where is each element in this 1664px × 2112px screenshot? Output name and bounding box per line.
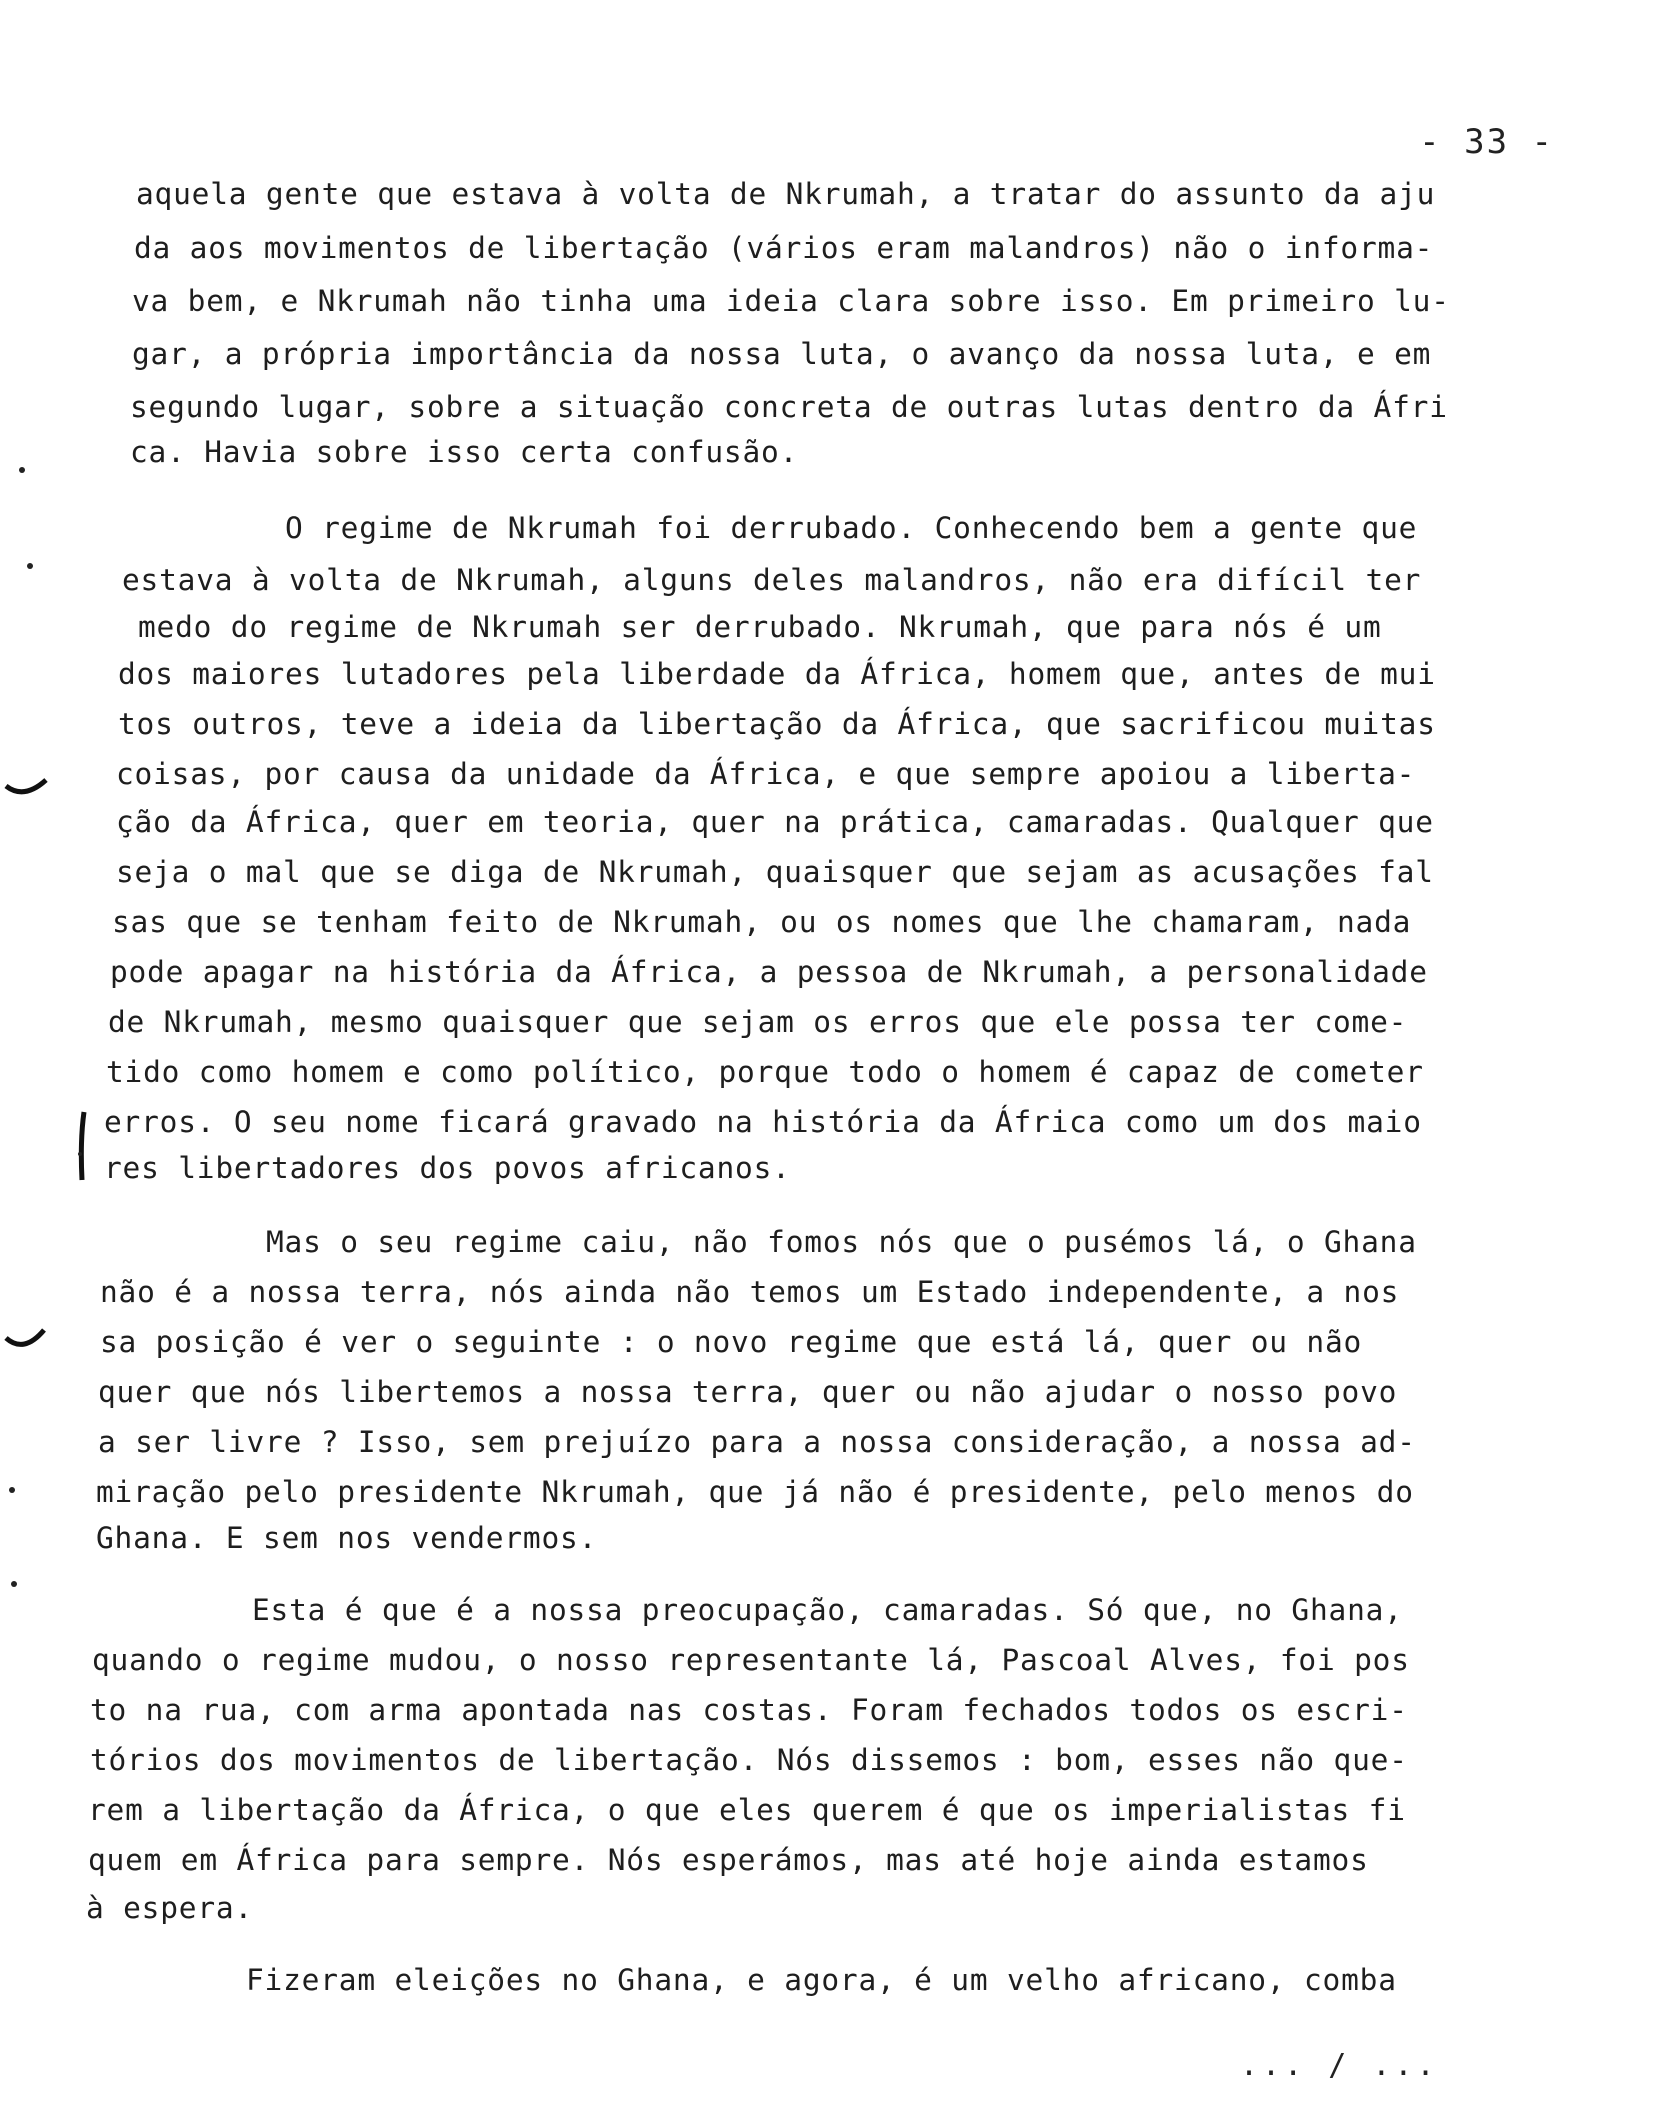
text-line: ca. Havia sobre isso certa confusão. xyxy=(130,435,799,469)
text-line: a ser livre ? Isso, sem prejuízo para a nossa consideração, a nossa ad- xyxy=(98,1425,1416,1459)
text-line: dos maiores lutadores pela liberdade da África, homem que, antes de mui xyxy=(118,657,1436,691)
text-line: tido como homem e como político, porque todo o homem é capaz de cometer xyxy=(106,1055,1424,1089)
text-line: erros. O seu nome ficará gravado na história da África como um dos maio xyxy=(104,1105,1422,1139)
text-line: da aos movimentos de libertação (vários eram malandros) não o informa- xyxy=(134,231,1434,265)
text-line: quando o regime mudou, o nosso representante lá, Pascoal Alves, foi pos xyxy=(92,1643,1410,1677)
text-line: va bem, e Nkrumah não tinha uma ideia clara sobre isso. Em primeiro lu- xyxy=(132,284,1450,318)
text-line: quem em África para sempre. Nós esperámos, mas até hoje ainda estamos xyxy=(88,1843,1369,1877)
text-line: tos outros, teve a ideia da libertação da África, que sacrificou muitas xyxy=(118,707,1436,741)
text-line: medo do regime de Nkrumah ser derrubado. Nkrumah, que para nós é um xyxy=(138,610,1382,644)
text-line: gar, a própria importância da nossa luta, o avanço da nossa luta, e em xyxy=(132,337,1432,371)
margin-marks xyxy=(0,0,90,2112)
text-line: Esta é que é a nossa preocupação, camaradas. Só que, no Ghana, xyxy=(252,1593,1403,1627)
text-line: Ghana. E sem nos vendermos. xyxy=(96,1521,598,1555)
text-line: to na rua, com arma apontada nas costas. Foram fechados todos os escri- xyxy=(90,1693,1408,1727)
text-line: ção da África, quer em teoria, quer na prática, camaradas. Qualquer que xyxy=(116,805,1434,839)
text-line: quer que nós libertemos a nossa terra, quer ou não ajudar o nosso povo xyxy=(98,1375,1398,1409)
text-line: Fizeram eleições no Ghana, e agora, é um velho africano, comba xyxy=(246,1963,1397,1997)
text-line: pode apagar na história da África, a pessoa de Nkrumah, a personalidade xyxy=(110,955,1428,989)
text-line: não é a nossa terra, nós ainda não temos um Estado independente, a nos xyxy=(100,1275,1400,1309)
continuation-mark: ... / ... xyxy=(1240,2048,1439,2083)
text-line: aquela gente que estava à volta de Nkrumah, a tratar do assunto da aju xyxy=(136,177,1436,211)
text-line: miração pelo presidente Nkrumah, que já não é presidente, pelo menos do xyxy=(96,1475,1414,1509)
text-line: seja o mal que se diga de Nkrumah, quaisquer que sejam as acusações fal xyxy=(116,855,1434,889)
text-line: à espera. xyxy=(86,1891,254,1925)
text-line: rem a libertação da África, o que eles querem é que os imperialistas fi xyxy=(88,1793,1406,1827)
text-line: Mas o seu regime caiu, não fomos nós que o pusémos lá, o Ghana xyxy=(266,1225,1417,1259)
page-number: - 33 - xyxy=(1419,122,1554,162)
text-line: coisas, por causa da unidade da África, e que sempre apoiou a liberta- xyxy=(116,757,1416,791)
text-line: O regime de Nkrumah foi derrubado. Conhecendo bem a gente que xyxy=(285,511,1418,545)
text-line: tórios dos movimentos de libertação. Nós dissemos : bom, esses não que- xyxy=(90,1743,1408,1777)
text-line: estava à volta de Nkrumah, alguns deles malandros, não era difícil ter xyxy=(122,563,1422,597)
text-line: sa posição é ver o seguinte : o novo regime que está lá, quer ou não xyxy=(100,1325,1363,1359)
text-line: segundo lugar, sobre a situação concreta de outras lutas dentro da Áfri xyxy=(130,390,1448,424)
text-line: res libertadores dos povos africanos. xyxy=(104,1151,791,1185)
text-line: sas que se tenham feito de Nkrumah, ou os nomes que lhe chamaram, nada xyxy=(112,905,1412,939)
text-line: de Nkrumah, mesmo quaisquer que sejam os erros que ele possa ter come- xyxy=(108,1005,1408,1039)
